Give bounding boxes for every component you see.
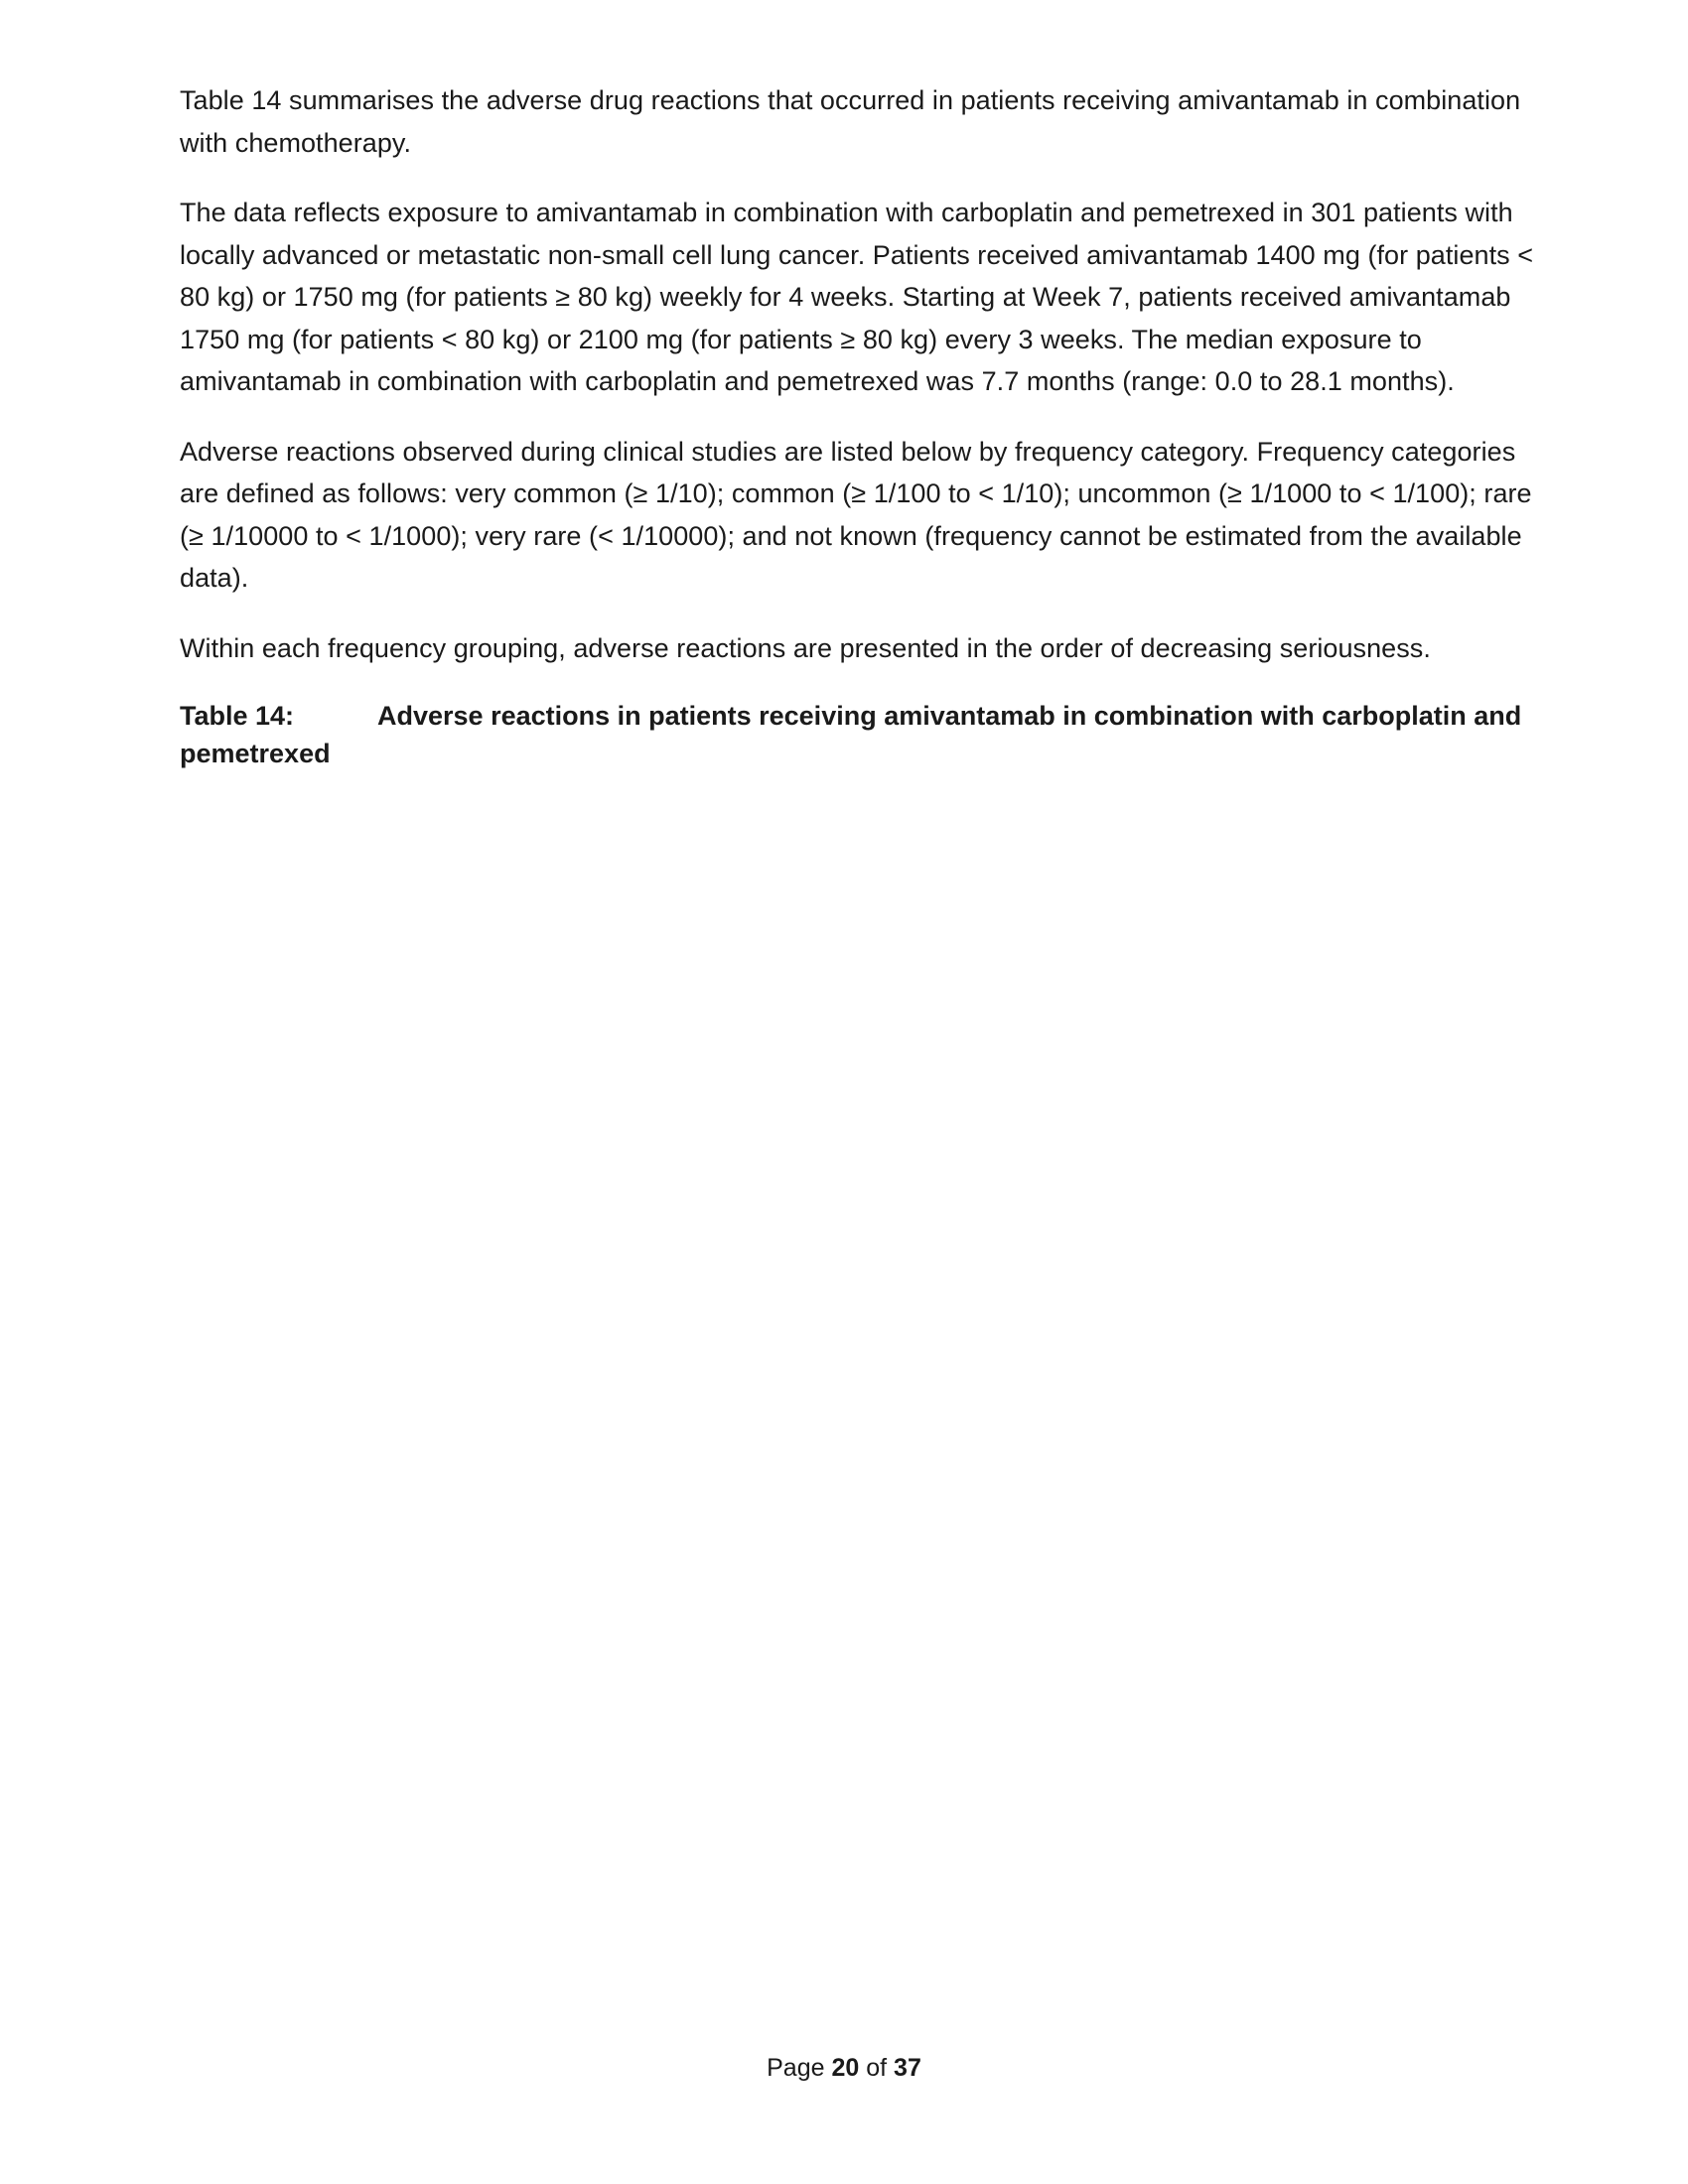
table-caption-title: Adverse reactions in patients receiving amivantamab in combination with carboplatin and pemetrexed — [180, 701, 1522, 768]
footer-current-page: 20 — [831, 2054, 860, 2082]
footer-separator: of — [866, 2054, 888, 2082]
page-footer — [0, 2052, 1688, 2084]
footer-total-pages: 37 — [894, 2054, 921, 2082]
footer-page-prefix: Page — [767, 2054, 825, 2082]
page-content — [180, 79, 1550, 772]
paragraph-frequency-categories: Adverse reactions observed during clinical studies are listed below by frequency category. Frequency categories are defined as follows: very common (≥ 1/10); common (≥ 1/100 to < 1/10); uncommon (≥ 1/1000 to < 1/100); rare (≥ 1/10000 to < 1/1000); very rare (< 1/10000); and not known (frequency cannot be estimated from the available data). — [180, 436, 1532, 593]
paragraph-intro: Table 14 summarises the adverse drug reactions that occurred in patients receiving amivantamab in combination with chemotherapy. — [180, 85, 1521, 158]
paragraph-seriousness: Within each frequency grouping, adverse reactions are presented in the order of decreasing seriousness. — [180, 632, 1431, 663]
table-caption — [180, 697, 1550, 772]
paragraph-exposure: The data reflects exposure to amivantamab in combination with carboplatin and pemetrexed in 301 patients with locally advanced or metastatic non-small cell lung cancer. Patients received amivantamab 1400 mg (for patients < 80 kg) or 1750 mg (for patients ≥ 80 kg) weekly for 4 weeks. Starting at Week 7, patients received amivantamab 1750 mg (for patients < 80 kg) or 2100 mg (for patients ≥ 80 kg) every 3 weeks. The median exposure to amivantamab in combination with carboplatin and pemetrexed was 7.7 months (range: 0.0 to 28.1 months). — [180, 198, 1534, 396]
table-caption-label: Table 14: — [180, 701, 295, 731]
